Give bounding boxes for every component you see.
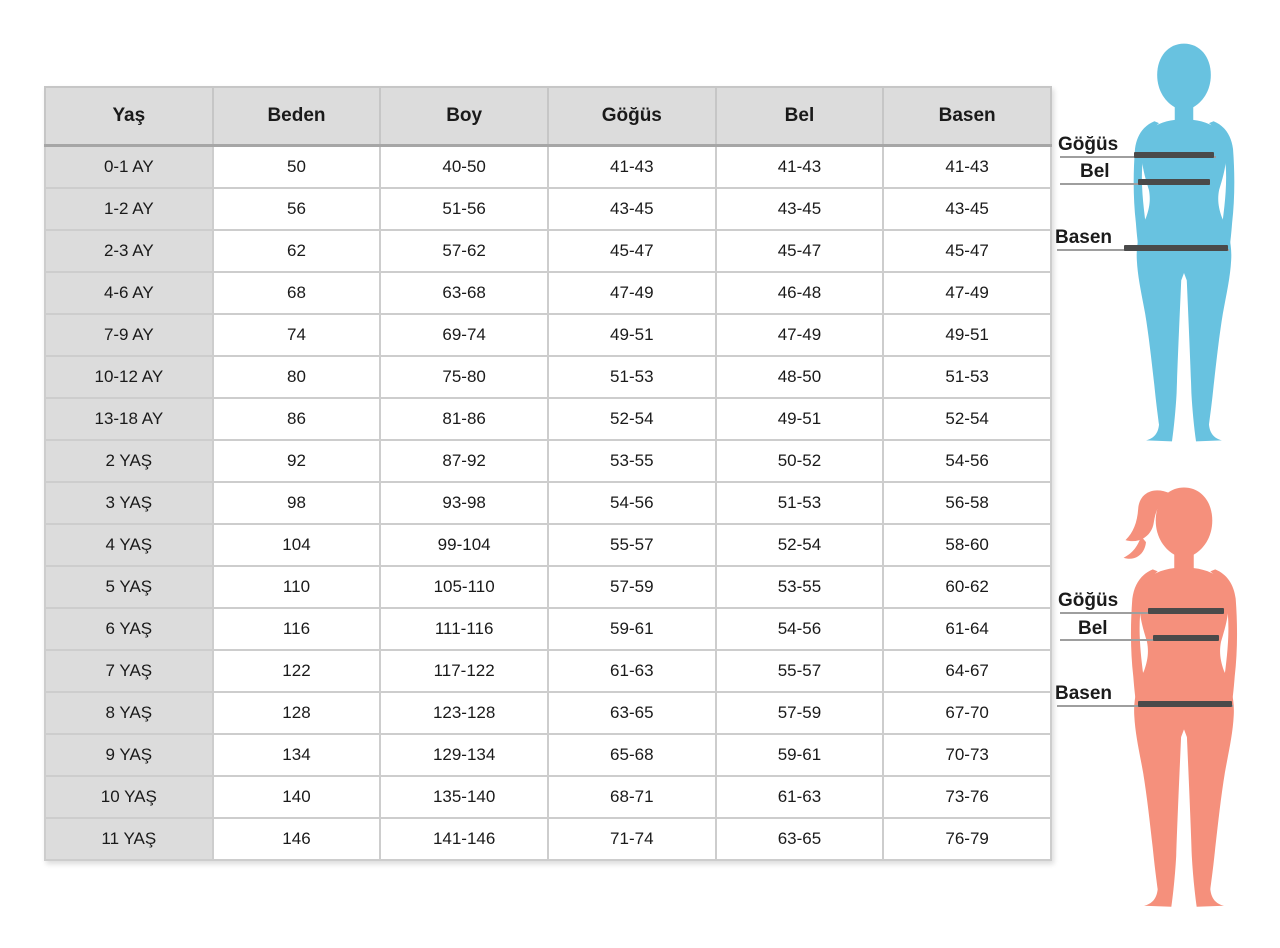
value-cell: 49-51 (548, 314, 716, 356)
hip-measure-bar-top (1124, 245, 1228, 251)
value-cell: 116 (213, 608, 381, 650)
value-cell: 76-79 (883, 818, 1051, 860)
col-header-height: Boy (380, 87, 548, 146)
value-cell: 67-70 (883, 692, 1051, 734)
value-cell: 64-67 (883, 650, 1051, 692)
value-cell: 54-56 (883, 440, 1051, 482)
table-row (45, 146, 1051, 189)
table-row (45, 608, 1051, 650)
value-cell: 40-50 (380, 146, 548, 189)
table-row (45, 650, 1051, 692)
value-cell: 59-61 (548, 608, 716, 650)
value-cell: 104 (213, 524, 381, 566)
value-cell: 51-53 (548, 356, 716, 398)
value-cell: 47-49 (548, 272, 716, 314)
table-row (45, 692, 1051, 734)
chest-measure-bar-bottom (1148, 608, 1224, 614)
age-cell: 2 YAŞ (45, 440, 213, 482)
value-cell: 54-56 (548, 482, 716, 524)
age-cell: 7-9 AY (45, 314, 213, 356)
value-cell: 86 (213, 398, 381, 440)
value-cell: 50-52 (716, 440, 884, 482)
chest-label-bottom: Göğüs (1058, 590, 1119, 611)
age-cell: 0-1 AY (45, 146, 213, 189)
age-cell: 2-3 AY (45, 230, 213, 272)
value-cell: 54-56 (716, 608, 884, 650)
value-cell: 43-45 (883, 188, 1051, 230)
table-row (45, 734, 1051, 776)
table-row (45, 188, 1051, 230)
value-cell: 122 (213, 650, 381, 692)
col-header-chest: Göğüs (548, 87, 716, 146)
value-cell: 41-43 (548, 146, 716, 189)
age-cell: 5 YAŞ (45, 566, 213, 608)
value-cell: 87-92 (380, 440, 548, 482)
value-cell: 74 (213, 314, 381, 356)
value-cell: 58-60 (883, 524, 1051, 566)
col-header-age: Yaş (45, 87, 213, 146)
value-cell: 57-59 (716, 692, 884, 734)
table-row (45, 314, 1051, 356)
age-cell: 8 YAŞ (45, 692, 213, 734)
value-cell: 51-53 (716, 482, 884, 524)
table-row (45, 272, 1051, 314)
value-cell: 70-73 (883, 734, 1051, 776)
value-cell: 52-54 (548, 398, 716, 440)
value-cell: 61-64 (883, 608, 1051, 650)
age-cell: 7 YAŞ (45, 650, 213, 692)
value-cell: 99-104 (380, 524, 548, 566)
waist-measure-bar-top (1138, 179, 1210, 185)
value-cell: 63-65 (716, 818, 884, 860)
table-row (45, 818, 1051, 860)
value-cell: 71-74 (548, 818, 716, 860)
header-row (45, 87, 1051, 146)
value-cell: 41-43 (883, 146, 1051, 189)
value-cell: 68-71 (548, 776, 716, 818)
table-row (45, 524, 1051, 566)
table-row (45, 482, 1051, 524)
value-cell: 62 (213, 230, 381, 272)
table-row (45, 776, 1051, 818)
value-cell: 45-47 (883, 230, 1051, 272)
age-cell: 1-2 AY (45, 188, 213, 230)
value-cell: 53-55 (548, 440, 716, 482)
age-cell: 9 YAŞ (45, 734, 213, 776)
value-cell: 129-134 (380, 734, 548, 776)
age-cell: 3 YAŞ (45, 482, 213, 524)
value-cell: 45-47 (716, 230, 884, 272)
value-cell: 92 (213, 440, 381, 482)
value-cell: 52-54 (716, 524, 884, 566)
col-header-size: Beden (213, 87, 381, 146)
value-cell: 140 (213, 776, 381, 818)
size-table-header (45, 87, 1051, 146)
value-cell: 43-45 (716, 188, 884, 230)
value-cell: 69-74 (380, 314, 548, 356)
value-cell: 57-59 (548, 566, 716, 608)
value-cell: 46-48 (716, 272, 884, 314)
chest-label-top: Göğüs (1058, 134, 1119, 155)
col-header-hip: Basen (883, 87, 1051, 146)
value-cell: 47-49 (883, 272, 1051, 314)
value-cell: 53-55 (716, 566, 884, 608)
value-cell: 73-76 (883, 776, 1051, 818)
value-cell: 55-57 (548, 524, 716, 566)
value-cell: 68 (213, 272, 381, 314)
value-cell: 51-53 (883, 356, 1051, 398)
value-cell: 123-128 (380, 692, 548, 734)
value-cell: 93-98 (380, 482, 548, 524)
value-cell: 55-57 (716, 650, 884, 692)
value-cell: 47-49 (716, 314, 884, 356)
value-cell: 51-56 (380, 188, 548, 230)
value-cell: 52-54 (883, 398, 1051, 440)
table-row (45, 356, 1051, 398)
table-row (45, 398, 1051, 440)
waist-label-top: Bel (1080, 161, 1110, 182)
waist-measure-bar-bottom (1153, 635, 1219, 641)
value-cell: 59-61 (716, 734, 884, 776)
waist-label-bottom: Bel (1078, 618, 1108, 639)
value-cell: 141-146 (380, 818, 548, 860)
value-cell: 75-80 (380, 356, 548, 398)
value-cell: 49-51 (883, 314, 1051, 356)
value-cell: 111-116 (380, 608, 548, 650)
value-cell: 57-62 (380, 230, 548, 272)
table-row (45, 440, 1051, 482)
hip-measure-bar-bottom (1138, 701, 1232, 707)
size-table-body (45, 146, 1051, 861)
value-cell: 98 (213, 482, 381, 524)
value-cell: 63-68 (380, 272, 548, 314)
value-cell: 117-122 (380, 650, 548, 692)
table-row (45, 566, 1051, 608)
value-cell: 110 (213, 566, 381, 608)
age-cell: 4-6 AY (45, 272, 213, 314)
value-cell: 135-140 (380, 776, 548, 818)
age-cell: 6 YAŞ (45, 608, 213, 650)
size-table (44, 86, 1052, 861)
value-cell: 128 (213, 692, 381, 734)
value-cell: 80 (213, 356, 381, 398)
chest-measure-bar-top (1134, 152, 1214, 158)
value-cell: 81-86 (380, 398, 548, 440)
value-cell: 56 (213, 188, 381, 230)
age-cell: 10 YAŞ (45, 776, 213, 818)
value-cell: 63-65 (548, 692, 716, 734)
age-cell: 4 YAŞ (45, 524, 213, 566)
age-cell: 13-18 AY (45, 398, 213, 440)
hip-label-bottom: Basen (1055, 683, 1113, 704)
value-cell: 56-58 (883, 482, 1051, 524)
value-cell: 134 (213, 734, 381, 776)
value-cell: 48-50 (716, 356, 884, 398)
value-cell: 43-45 (548, 188, 716, 230)
value-cell: 65-68 (548, 734, 716, 776)
col-header-waist: Bel (716, 87, 884, 146)
value-cell: 146 (213, 818, 381, 860)
value-cell: 41-43 (716, 146, 884, 189)
value-cell: 49-51 (716, 398, 884, 440)
age-cell: 10-12 AY (45, 356, 213, 398)
value-cell: 60-62 (883, 566, 1051, 608)
value-cell: 45-47 (548, 230, 716, 272)
value-cell: 105-110 (380, 566, 548, 608)
age-cell: 11 YAŞ (45, 818, 213, 860)
value-cell: 61-63 (548, 650, 716, 692)
value-cell: 50 (213, 146, 381, 189)
table-row (45, 230, 1051, 272)
value-cell: 61-63 (716, 776, 884, 818)
hip-label-top: Basen (1055, 227, 1113, 248)
